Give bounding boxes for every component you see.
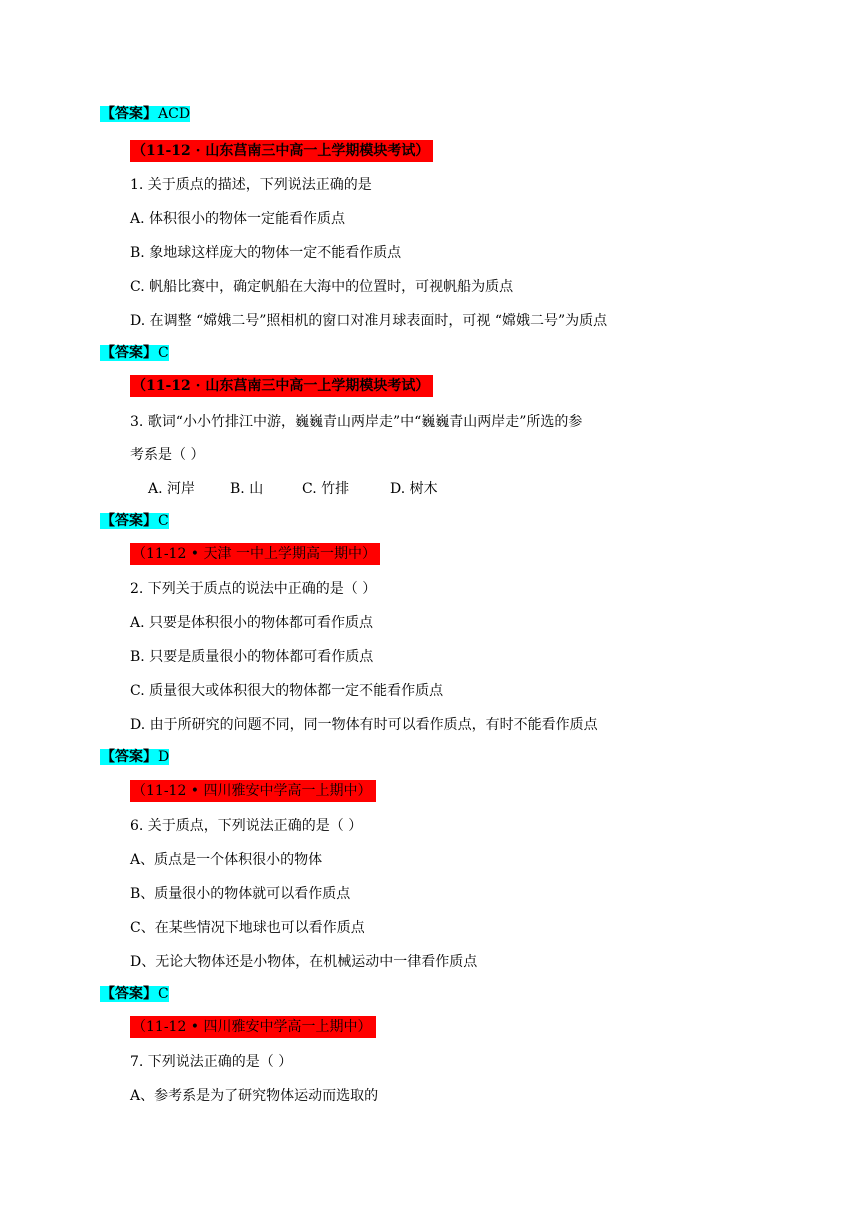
question-option: B. 象地球这样庞大的物体一定不能看作质点	[130, 245, 402, 261]
source-banner: （11-12 • 四川雅安中学高一上期中）	[130, 780, 376, 802]
answer-label	[100, 747, 169, 767]
answer-tag: 【答案】	[101, 513, 157, 529]
answer-value: ACD	[158, 106, 191, 122]
answer-tag: 【答案】	[101, 345, 157, 361]
question-options-row	[148, 479, 438, 499]
answer-tag: 【答案】	[101, 749, 157, 765]
question-stem: 7. 下列说法正确的是（ ）	[130, 1054, 293, 1070]
answer-value: C	[158, 345, 169, 361]
source-banner: （11-12 · 山东莒南三中高一上学期模块考试）	[130, 375, 433, 397]
question-option: B. 只要是质量很小的物体都可看作质点	[130, 649, 374, 665]
question-option: A. 河岸	[148, 481, 196, 497]
question-option: D、无论大物体还是小物体，在机械运动中一律看作质点	[130, 954, 478, 970]
question-option: C. 质量很大或体积很大的物体都一定不能看作质点	[130, 683, 444, 699]
answer-label	[100, 104, 190, 124]
question-option: C、在某些情况下地球也可以看作质点	[130, 920, 365, 936]
question-stem: 2. 下列关于质点的说法中正确的是（ ）	[130, 581, 377, 597]
question-option: A、参考系是为了研究物体运动而选取的	[130, 1088, 379, 1104]
answer-value: C	[158, 986, 169, 1002]
question-option: A. 体积很小的物体一定能看作质点	[130, 211, 346, 227]
answer-label	[100, 511, 169, 531]
question-stem: 1. 关于质点的描述，下列说法正确的是	[130, 177, 372, 193]
source-banner: （11-12 • 四川雅安中学高一上期中）	[130, 1016, 376, 1038]
question-option: C. 帆船比赛中，确定帆船在大海中的位置时，可视帆船为质点	[130, 279, 514, 295]
answer-tag: 【答案】	[101, 106, 157, 122]
question-option: A、质点是一个体积很小的物体	[130, 852, 323, 868]
question-option: A. 只要是体积很小的物体都可看作质点	[130, 615, 374, 631]
answer-value: C	[158, 513, 169, 529]
answer-tag: 【答案】	[101, 986, 157, 1002]
question-option: C. 竹排	[302, 481, 350, 497]
question-option: B. 山	[230, 481, 264, 497]
answer-value: D	[158, 749, 170, 765]
source-banner: （11-12 · 山东莒南三中高一上学期模块考试）	[130, 140, 433, 162]
question-stem: 6. 关于质点，下列说法正确的是（ ）	[130, 818, 363, 834]
question-stem-continued: 考系是（ ）	[130, 447, 205, 463]
question-option: D. 由于所研究的问题不同，同一物体有时可以看作质点，有时不能看作质点	[130, 717, 598, 733]
question-option: D. 在调整 “嫦娥二号”照相机的窗口对准月球表面时，可视 “嫦娥二号”为质点	[130, 313, 608, 329]
answer-label	[100, 984, 169, 1004]
question-stem: 3. 歌词“小小竹排江中游，巍巍青山两岸走”中“巍巍青山两岸走”所选的参	[130, 414, 583, 430]
answer-label	[100, 343, 169, 363]
question-option: D. 树木	[390, 481, 438, 497]
question-option: B、质量很小的物体就可以看作质点	[130, 886, 351, 902]
source-banner: （11-12 • 天津 一中上学期高一期中）	[130, 543, 380, 565]
